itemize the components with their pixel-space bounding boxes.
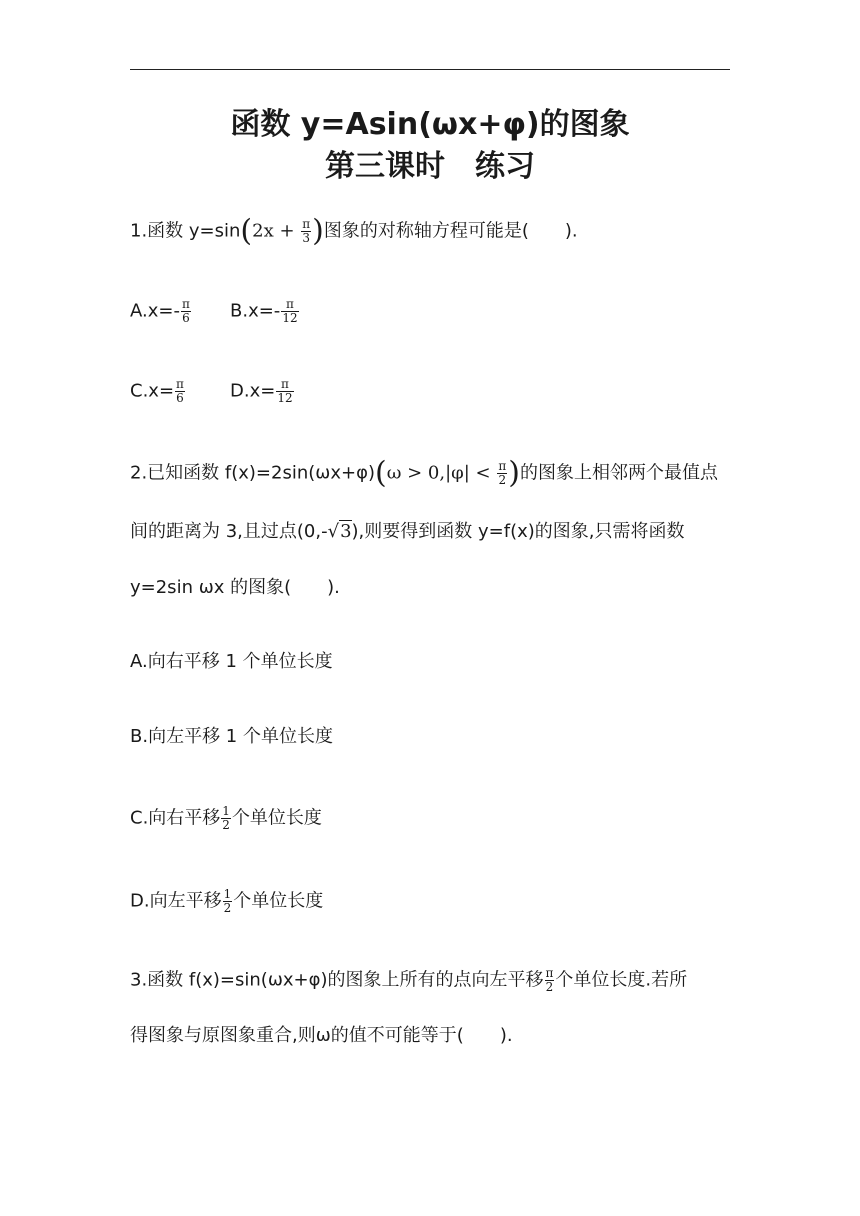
q2-option-d-frac (223, 888, 233, 915)
q1-option-c-den: 6 (176, 391, 184, 405)
q2-cond-fraction (497, 460, 507, 487)
q1-frac-den: 3 (302, 231, 311, 245)
q1-options-row-1 (130, 298, 300, 325)
q2-option-b[interactable]: B.向左平移 1 个单位长度 (130, 726, 333, 747)
q2-cond-den: 2 (498, 473, 507, 487)
left-paren: ( (240, 213, 253, 249)
q1-option-b[interactable] (230, 298, 300, 325)
question-1 (130, 213, 578, 249)
q1-fraction (301, 218, 311, 245)
q1-option-c-label: C.x= (130, 380, 175, 402)
q2-option-c-pre: C.向右平移 (130, 807, 221, 829)
q3-frac-num: π (545, 966, 554, 980)
q2-option-d-post: 个单位长度 (233, 890, 324, 912)
page-subtitle: 第三课时 练习 (325, 149, 535, 184)
q3-line1-pre: 3.函数 f(x)=sin(ωx+φ)的图象上所有的点向左平移 (130, 969, 544, 991)
q2-right-paren: ) (508, 455, 520, 491)
q1-option-b-frac (281, 298, 298, 325)
q2-option-c-den: 2 (222, 818, 230, 832)
q2-left-paren: ( (374, 455, 387, 491)
q1-prefix: 1.函数 y=sin (130, 220, 241, 242)
q2-line2-b: ),则要得到函数 y=f(x)的图象,只需将函数 (351, 521, 685, 542)
q2-line2-a: 间的距离为 3,且过点(0,- (130, 521, 328, 542)
q2-condition: ω > 0,|φ| < (386, 462, 497, 484)
q1-inner: 2x + (252, 220, 301, 242)
q2-cond-num: π (498, 459, 507, 473)
q1-option-b-num: π (281, 298, 298, 312)
q1-option-d-label: D.x= (230, 380, 276, 402)
q1-frac-num: π (302, 217, 311, 231)
q1-option-a-frac (181, 298, 191, 325)
q1-option-b-den: 12 (282, 311, 298, 325)
q2-option-c[interactable] (130, 805, 322, 832)
q1-option-c-frac (175, 378, 185, 405)
q2-option-d[interactable] (130, 888, 323, 915)
q3-frac-den: 2 (545, 980, 554, 994)
q2-sqrt-value: 3 (340, 521, 352, 542)
question-2-line-3: y=2sin ωx 的图象( ). (130, 577, 340, 598)
q1-option-a[interactable] (130, 298, 230, 325)
q2-option-d-num: 1 (223, 887, 232, 901)
question-2-line-1 (130, 455, 718, 491)
q2-option-c-frac (221, 805, 231, 832)
q1-option-d-num: π (276, 378, 293, 392)
q1-option-b-label: B.x=- (230, 300, 281, 322)
q1-option-c[interactable] (130, 378, 230, 405)
question-3-line-1 (130, 967, 687, 994)
q1-suffix: 图象的对称轴方程可能是( ). (323, 220, 578, 242)
q2-option-c-num: 1 (222, 804, 230, 818)
q1-option-a-label: A.x=- (130, 300, 180, 322)
page-title: 函数 y=Asin(ωx+φ)的图象 (230, 107, 630, 142)
q1-option-d-den: 12 (277, 391, 293, 405)
q3-line1-post: 个单位长度.若所 (555, 969, 688, 991)
q2-option-a[interactable]: A.向右平移 1 个单位长度 (130, 651, 333, 672)
q1-option-a-den: 6 (182, 311, 190, 325)
q2-prefix: 2.已知函数 f(x)=2sin(ωx+φ) (130, 462, 375, 484)
q2-suffix: 的图象上相邻两个最值点 (519, 462, 718, 484)
q2-sqrt: √3 (327, 521, 352, 542)
q1-option-a-num: π (181, 297, 190, 311)
q2-option-d-pre: D.向左平移 (130, 890, 222, 912)
question-3-line-2: 得图象与原图象重合,则ω的值不可能等于( ). (130, 1025, 513, 1046)
q2-option-d-den: 2 (223, 901, 232, 915)
q1-option-c-num: π (176, 377, 184, 391)
q2-option-c-post: 个单位长度 (231, 807, 322, 829)
q1-option-d[interactable] (230, 378, 295, 405)
q1-option-d-frac (276, 378, 293, 405)
q3-fraction (545, 967, 555, 994)
header-rule (130, 69, 730, 70)
right-paren: ) (312, 213, 324, 249)
q1-options-row-2 (130, 378, 295, 405)
question-2-line-2 (130, 520, 685, 544)
